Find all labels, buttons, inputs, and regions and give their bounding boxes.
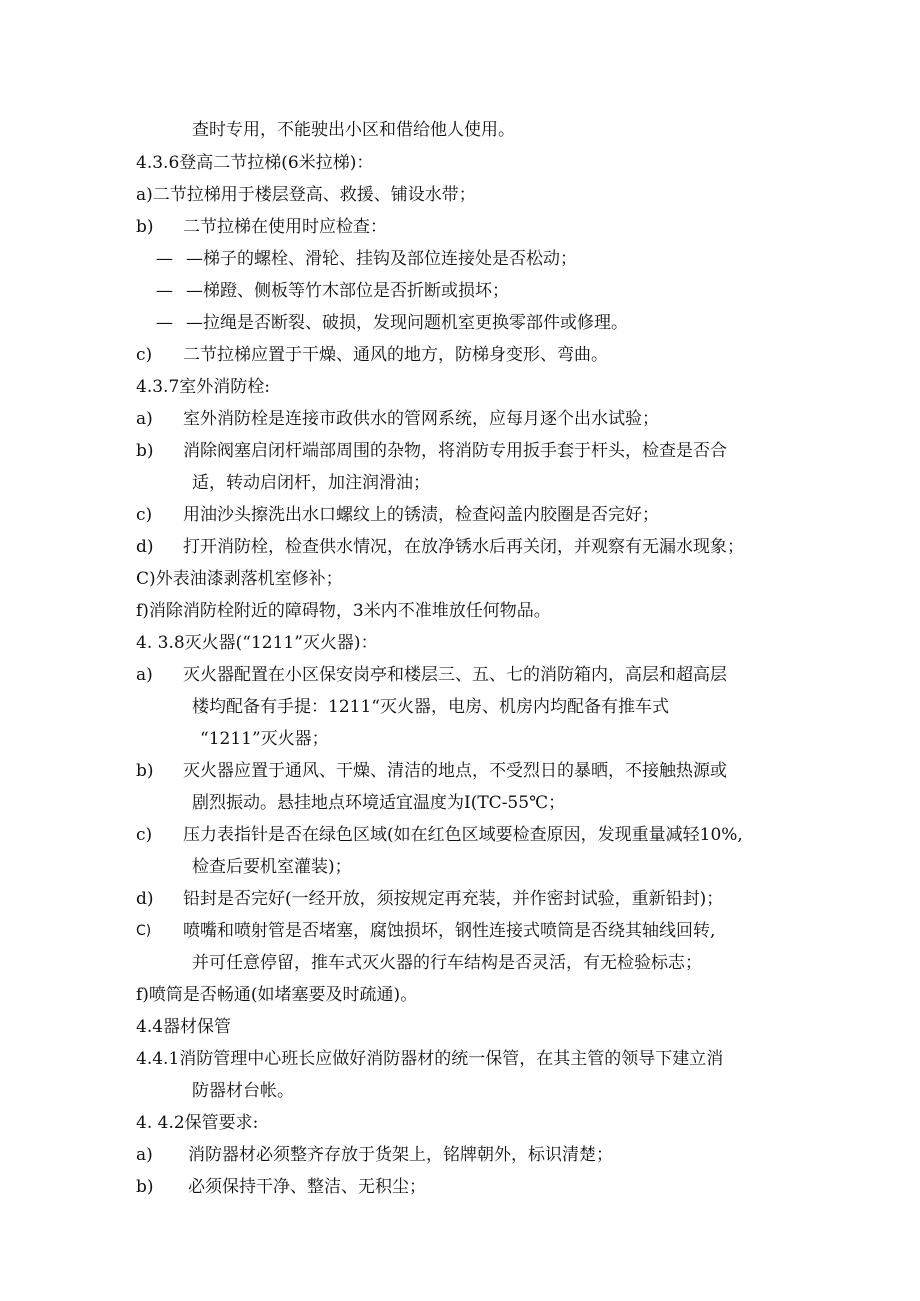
list-item-text: 用油沙头擦洗出水口螺纹上的锈渍，检查闷盖内胶圈是否完好；: [183, 505, 659, 525]
list-item-text: —梯蹬、侧板等竹木部位是否折断或损坏；: [186, 281, 509, 301]
list-label: d): [136, 889, 154, 909]
list-item-continuation: “1211”灭火器；: [200, 729, 329, 749]
text-line: f)喷筒是否畅通(如堵塞要及时疏通)。: [136, 985, 418, 1005]
list-label: c): [136, 825, 153, 845]
list-item-continuation: 检查后要机室灌装)；: [192, 857, 352, 877]
list-item-continuation: 并可任意停留，推车式灭火器的行车结构是否灵活，有无检验标志；: [192, 953, 702, 973]
list-item-text: —拉绳是否断裂、破损，发现问题机室更换零部件或修理。: [186, 313, 628, 333]
list-label: a): [136, 409, 153, 429]
dash-marker: —: [156, 249, 173, 269]
list-item-text: 打开消防栓，检查供水情况，在放净锈水后再关闭，并观察有无漏水现象；: [183, 537, 744, 557]
list-label: b): [136, 761, 154, 781]
list-item-text: 室外消防栓是连接市政供水的管网系统，应每月逐个出水试验；: [183, 409, 659, 429]
list-item-text: 必须保持干净、整洁、无积尘；: [188, 1177, 426, 1197]
list-label: C): [136, 923, 152, 939]
list-item-text: 铅封是否完好(一经开放，须按规定再充装，并作密封试验，重新铅封)；: [183, 889, 724, 909]
list-item-text: 压力表指针是否在绿色区域(如在红色区域要检查原因，发现重量减轻10%,: [183, 825, 743, 845]
list-label: c): [136, 505, 153, 525]
list-item-text: 灭火器应置于通风、干燥、清洁的地点，不受烈日的暴晒，不接触热源或: [183, 761, 727, 781]
list-item-text: —梯子的螺栓、滑轮、挂钩及部位连接处是否松动；: [186, 249, 577, 269]
list-item-continuation: 适，转动启闭杆，加注润滑油；: [192, 473, 430, 493]
list-item-continuation: 剧烈振动。悬挂地点环境适宜温度为I(TC-55℃；: [192, 793, 566, 813]
list-label: d): [136, 537, 154, 557]
section-heading-4-4-1: 4.4.1消防管理中心班长应做好消防器材的统一保管，在其主管的领导下建立消: [136, 1049, 724, 1069]
text-line: 查时专用，不能驶出小区和借给他人使用。: [192, 120, 515, 140]
list-item-text: 消防器材必须整齐存放于货架上，铭牌朝外，标识清楚；: [188, 1145, 613, 1165]
list-label: b): [136, 1177, 154, 1197]
list-item-text: 喷嘴和喷射管是否堵塞，腐蚀损坏，钢性连接式喷筒是否绕其轴线回转,: [183, 921, 716, 941]
list-label: b): [136, 441, 154, 461]
list-label: a): [136, 665, 153, 685]
list-label: c): [136, 345, 153, 365]
text-line: a)二节拉梯用于楼层登高、救援、铺设水带；: [136, 185, 476, 205]
dash-marker: —: [156, 281, 173, 301]
list-label: a): [136, 1145, 153, 1165]
section-heading-4-3-7: 4.3.7室外消防栓:: [136, 377, 270, 397]
text-line: f)消除消防栓附近的障碍物，3米内不准堆放任何物品。: [136, 601, 551, 621]
text-line-continuation: 防器材台帐。: [192, 1081, 294, 1101]
section-heading-4-3-8: 4. 3.8灭火器(“1211”灭火器)：: [136, 633, 378, 653]
section-heading-4-4: 4.4器材保管: [136, 1017, 232, 1037]
list-item-text: 消除阀塞启闭杆端部周围的杂物，将消防专用扳手套于杆头，检查是否合: [183, 441, 727, 461]
dash-marker: —: [156, 313, 173, 333]
list-item-text: 灭火器配置在小区保安岗亭和楼层三、五、七的消防箱内，高层和超高层: [183, 665, 727, 685]
text-line: C)外表油漆剥落机室修补；: [136, 569, 343, 589]
list-label: b): [136, 217, 154, 237]
list-item-continuation: 楼均配备有手提：1211“灭火器，电房、机房内均配备有推车式: [192, 697, 669, 717]
list-item-text: 二节拉梯在使用时应检查：: [183, 217, 387, 237]
section-heading-4-4-2: 4. 4.2保管要求:: [136, 1113, 259, 1133]
list-item-text: 二节拉梯应置于干燥、通风的地方，防梯身变形、弯曲。: [183, 345, 608, 365]
section-heading-4-3-6: 4.3.6登高二节拉梯(6米拉梯)：: [136, 153, 374, 173]
